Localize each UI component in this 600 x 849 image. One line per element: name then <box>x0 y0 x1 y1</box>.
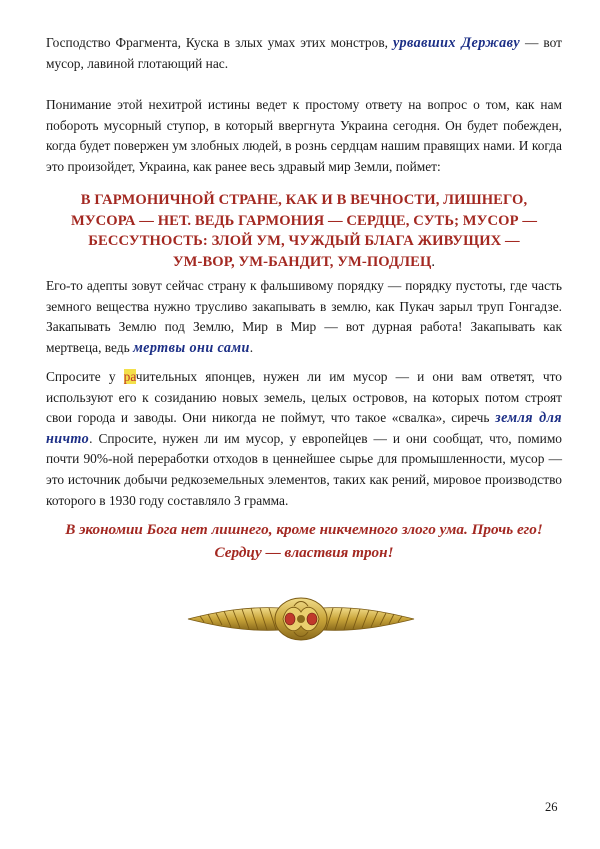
paragraph-4-text-a: Спросите у <box>46 369 124 384</box>
paragraph-3-text-b: . <box>249 339 254 355</box>
highlight-block <box>46 190 562 272</box>
paragraph-3-emphasis: мертвы они сами <box>133 339 250 356</box>
highlight-line-3: БЕССУТНОСТЬ: ЗЛОЙ УМ, ЧУЖДЫЙ БЛАГА ЖИВУЩИХ — <box>88 233 520 249</box>
paragraph-1-text-a: Господство Фрагмента, Куска в злых умах этих монстров, <box>46 35 393 50</box>
closing-quote-line-2: Сердцу — властвия трон! <box>214 544 394 561</box>
paragraph-4-text-c: . Спросите, нужен ли им мусор, у европейцев — и они сообщат, что, помимо почти 90%-ной переработки отходов в ценнейшее сырье для промышленности, мусор — это источник добычи редкоземельных элементов, таких как рений, мировое производство которого в 1930 году составляло 3 грамма. <box>46 430 562 508</box>
paragraph-1-text-b: — вот мусор, лавиной глотающий нас. <box>46 35 562 71</box>
paragraph-4-text-b: чительных японцев, нужен ли им мусор — и они вам ответят, что используют его к созиданию новых земель, целых островов, на которых потом строят свои города и заводы. Они никогда не поймут, что такое «свалка», сиречь <box>46 369 562 426</box>
highlight-line-2: МУСОРА — НЕТ. ВЕДЬ ГАРМОНИЯ — СЕРДЦЕ, СУТЬ; МУСОР — <box>70 212 538 229</box>
closing-quote <box>46 518 562 564</box>
highlight-line-4-period: . <box>431 253 436 270</box>
page-number: 26 <box>545 800 558 814</box>
highlight-line-1: В ГАРМОНИЧНОЙ СТРАНЕ, КАК И В ВЕЧНОСТИ, ЛИШНЕГО, <box>80 192 528 208</box>
paragraph-3-text-a: Его-то адепты зовут сейчас страну к фальшивому порядку — порядку пустоты, где часть земного вещества нужно трусливо закапывать в землю, как Пукач зарыл труп Гонгадзе. Закапывать Землю под Землю, Мир в Мир — вот дурная работа! Закапывать как мертвеца, ведь <box>46 278 562 355</box>
highlight-line-4 <box>46 252 562 273</box>
paragraph-2: Понимание этой нехитрой истины ведет к простому ответу на вопрос о том, как нам побороть мусорный ступор, в который ввергнута Украина сегодня. Он будет побежден, когда будет повержен ум злобных людей, в рознь сердцам нашим правящих нами. И когда это произойдет, Украина, как ранее весь здравый мир Земли, поймет: <box>46 97 562 174</box>
paragraph-1-emphasis: урвавших Державу <box>392 35 521 51</box>
highlight-line-4-text: УМ-ВОР, УМ-БАНДИТ, УМ-ПОДЛЕЦ <box>172 253 432 270</box>
paragraph-1 <box>46 33 562 74</box>
paragraph-4 <box>46 367 562 511</box>
paragraph-4-emphasis: земля для ничто <box>46 410 562 447</box>
paragraph-3 <box>46 276 562 358</box>
closing-quote-line-1: В экономии Бога нет лишнего, кроме никчемного злого ума. Прочь его! <box>65 521 543 538</box>
text-highlight-mark[interactable]: ра <box>123 369 136 384</box>
gold-filigree-ornament-icon <box>186 594 416 644</box>
